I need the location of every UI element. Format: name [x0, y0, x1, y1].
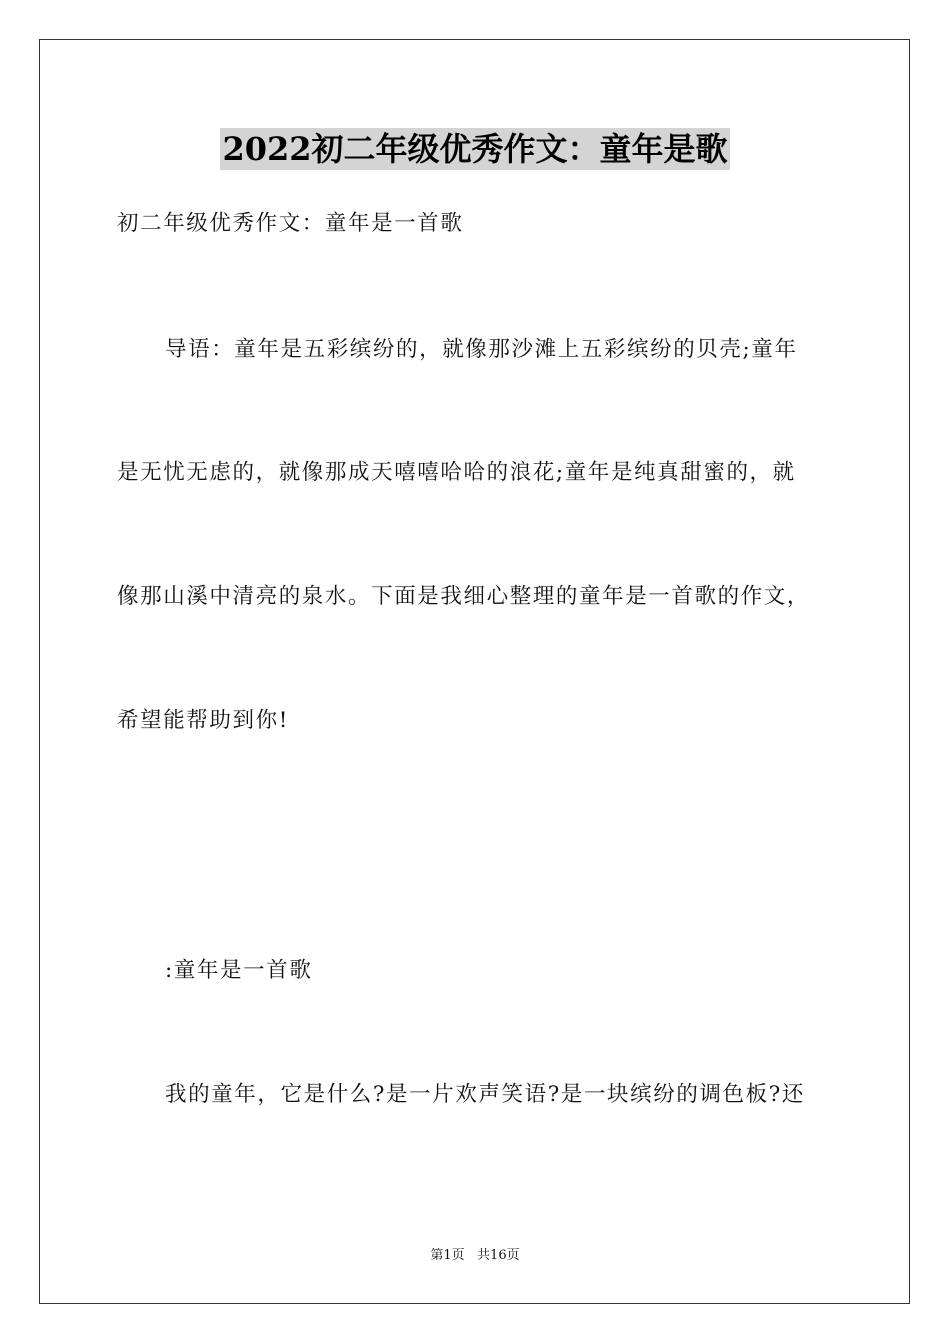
section-heading: :童年是一首歌 [165, 958, 313, 983]
document-subtitle: 初二年级优秀作文：童年是一首歌 [117, 211, 464, 236]
document-title: 2022初二年级优秀作文：童年是歌 [222, 130, 728, 168]
intro-line-2: 是无忧无虑的，就像那成天嘻嘻哈哈的浪花;童年是纯真甜蜜的，就 [117, 460, 796, 485]
intro-line-1: 导语：童年是五彩缤纷的，就像那沙滩上五彩缤纷的贝壳;童年 [165, 337, 798, 362]
body-line-1: 我的童年，它是什么?是一片欢声笑语?是一块缤纷的调色板?还 [165, 1082, 805, 1107]
title-container [0, 128, 950, 170]
page-footer: 第1页 共16页 [430, 1248, 520, 1263]
intro-line-4: 希望能帮助到你! [117, 708, 289, 733]
intro-line-3: 像那山溪中清亮的泉水。下面是我细心整理的童年是一首歌的作文， [117, 584, 811, 609]
